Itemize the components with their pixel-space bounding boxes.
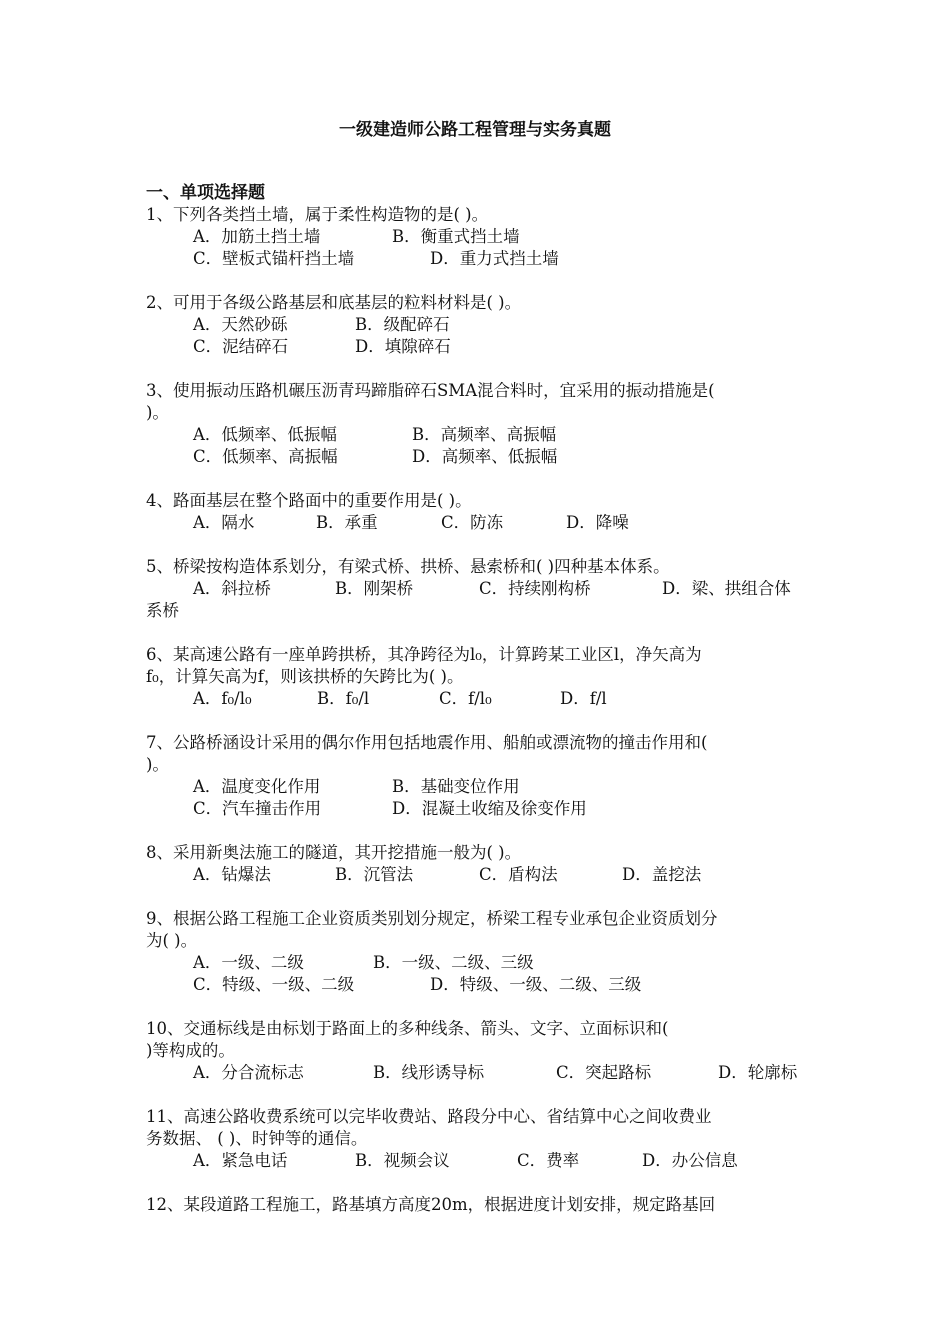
question-11-option-b: B．视频会议: [355, 1151, 450, 1170]
question-2-text: 2、可用于各级公路基层和底基层的粒料材料是( )。: [146, 293, 522, 312]
question-3-option-c: C．低频率、高振幅: [193, 447, 338, 466]
question-3-option-a: A．低频率、低振幅: [193, 425, 337, 444]
question-11-option-d: D．办公信息: [642, 1151, 738, 1170]
question-11-option-a: A．紧急电话: [193, 1151, 288, 1170]
question-7-text-continued: )。: [146, 755, 169, 774]
question-6-option-c: C．f/l₀: [439, 689, 492, 708]
question-6-option-a: A．f₀/l₀: [193, 689, 252, 708]
question-5-option-a: A．斜拉桥: [193, 579, 271, 598]
section-heading: 一、单项选择题: [146, 183, 265, 203]
question-7-option-d: D．混凝土收缩及徐变作用: [392, 799, 587, 818]
question-7-option-a: A．温度变化作用: [193, 777, 321, 796]
question-10-option-b: B．线形诱导标: [373, 1063, 485, 1082]
question-4-option-b: B．承重: [316, 513, 378, 532]
question-8-option-c: C．盾构法: [479, 865, 558, 884]
question-8-text: 8、采用新奥法施工的隧道，其开挖措施一般为( )。: [146, 843, 522, 862]
question-4-option-c: C．防冻: [441, 513, 504, 532]
question-9-text-continued: 为( )。: [146, 931, 198, 950]
question-9-option-d: D．特级、一级、二级、三级: [430, 975, 642, 994]
question-4-text: 4、路面基层在整个路面中的重要作用是( )。: [146, 491, 472, 510]
question-10-option-c: C．突起路标: [556, 1063, 652, 1082]
question-5-option-b: B．刚架桥: [335, 579, 414, 598]
question-6-option-b: B．f₀/l: [317, 689, 370, 708]
question-1-option-a: A．加筋土挡土墙: [193, 227, 321, 246]
question-4-option-d: D．降噪: [566, 513, 629, 532]
question-9-option-b: B．一级、二级、三级: [373, 953, 534, 972]
question-3-option-d: D．高频率、低振幅: [412, 447, 558, 466]
question-6-text-continued: f₀，计算矢高为f，则该拱桥的矢跨比为( )。: [146, 667, 464, 686]
question-2-option-a: A．天然砂砾: [193, 315, 288, 334]
question-3-text-continued: )。: [146, 403, 169, 422]
question-5-option-c: C．持续刚构桥: [479, 579, 591, 598]
question-9-option-c: C．特级、一级、二级: [193, 975, 355, 994]
question-10-option-a: A．分合流标志: [193, 1063, 304, 1082]
question-7-option-b: B．基础变位作用: [392, 777, 520, 796]
question-3-option-b: B．高频率、高振幅: [412, 425, 557, 444]
question-2-option-d: D．填隙碎石: [355, 337, 451, 356]
question-1-option-b: B．衡重式挡土墙: [392, 227, 520, 246]
question-9-text: 9、根据公路工程施工企业资质类别划分规定，桥梁工程专业承包企业资质划分: [146, 909, 718, 928]
question-7-text: 7、公路桥涵设计采用的偶尔作用包括地震作用、船舶或漂流物的撞击作用和(: [146, 733, 708, 752]
question-4-option-a: A．隔水: [193, 513, 255, 532]
question-11-text-continued: 务数据、 ( )、时钟等的通信。: [146, 1129, 368, 1148]
question-11-text: 11、高速公路收费系统可以完毕收费站、路段分中心、省结算中心之间收费业: [146, 1107, 712, 1126]
question-12-text: 12、某段道路工程施工，路基填方高度20m，根据进度计划安排，规定路基回: [146, 1195, 716, 1214]
question-1-option-c: C．壁板式锚杆挡土墙: [193, 249, 355, 268]
question-9-option-a: A．一级、二级: [193, 953, 304, 972]
question-8-option-b: B．沉管法: [335, 865, 414, 884]
question-6-text: 6、某高速公路有一座单跨拱桥，其净跨径为l₀，计算跨某工业区l，净矢高为: [146, 645, 702, 664]
question-10-text-continued: )等构成的。: [146, 1041, 235, 1060]
question-5-option-d-continued: 系桥: [146, 601, 179, 620]
question-1-text: 1、下列各类挡土墙，属于柔性构造物的是( )。: [146, 205, 489, 224]
question-2-option-b: B．级配碎石: [355, 315, 450, 334]
question-2-option-c: C．泥结碎石: [193, 337, 289, 356]
question-1-option-d: D．重力式挡土墙: [430, 249, 559, 268]
question-7-option-c: C．汽车撞击作用: [193, 799, 322, 818]
question-10-option-d: D．轮廓标: [718, 1063, 798, 1082]
question-3-text: 3、使用振动压路机碾压沥青玛蹄脂碎石SMA混合料时，宜采用的振动措施是(: [146, 381, 715, 400]
question-6-option-d: D．f/l: [560, 689, 607, 708]
question-8-option-d: D．盖挖法: [622, 865, 702, 884]
question-5-text: 5、桥梁按构造体系划分，有梁式桥、拱桥、悬索桥和( )四种基本体系。: [146, 557, 670, 576]
document-title: 一级建造师公路工程管理与实务真题: [339, 120, 611, 140]
question-11-option-c: C．费率: [517, 1151, 580, 1170]
question-8-option-a: A．钻爆法: [193, 865, 271, 884]
question-10-text: 10、交通标线是由标划于路面上的多种线条、箭头、文字、立面标识和(: [146, 1019, 669, 1038]
question-5-option-d: D．梁、拱组合体: [662, 579, 791, 598]
